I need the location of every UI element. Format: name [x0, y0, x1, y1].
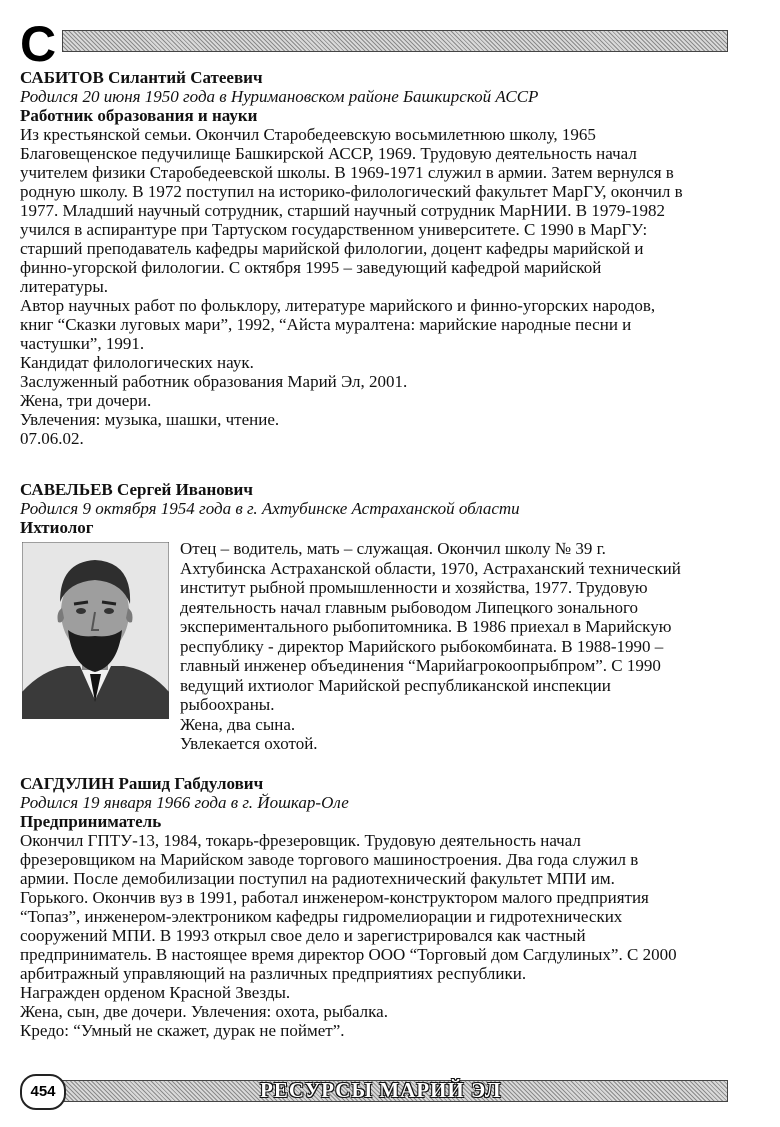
text-line: экспериментального рыбопитомника. В 1986 приехал в Марийскую: [180, 617, 672, 636]
text-line: “Топаз”, инженером-электроником кафедры гидромелиорации и гидротехнических: [20, 907, 623, 926]
biography-text: [20, 831, 730, 1040]
series-title: РЕСУРСЫ МАРИЙ ЭЛ: [260, 1078, 502, 1102]
text-line: институт рыбной промышленности и хозяйства, 1977. Трудовую: [180, 578, 648, 597]
biography-entry: [20, 68, 730, 448]
page-footer: [20, 1072, 728, 1110]
text-line: Окончил ГПТУ-13, 1984, токарь-фрезеровщик. Трудовую деятельность начал: [20, 831, 581, 850]
page-number: 454: [20, 1074, 66, 1110]
text-line: Увлекается охотой.: [180, 734, 318, 753]
profession: Предприниматель: [20, 812, 162, 831]
profession: Работник образования и науки: [20, 106, 258, 125]
text-line: Ахтубинска Астраханской области, 1970, Астраханский технический: [180, 558, 681, 578]
text-line: Отец – водитель, мать – служащая. Окончил школу № 39 г.: [180, 539, 606, 558]
birth-info: Родился 9 октября 1954 года в г. Ахтубинске Астраханской области: [20, 499, 520, 518]
text-line: литературы.: [20, 277, 109, 296]
text-line: 07.06.02.: [20, 429, 84, 448]
text-line: Награжден орденом Красной Звезды.: [20, 983, 291, 1002]
text-line: фрезеровщиком на Марийском заводе торгового машиностроения. Два года служил в: [20, 850, 639, 869]
text-line: армии. После демобилизации поступил на радиотехнический факультет МПИ им.: [20, 869, 615, 888]
text-line: сооружений МПИ. В 1993 открыл свое дело и зарегистрировался как частный: [20, 926, 586, 945]
biography-entry: [20, 774, 730, 1040]
text-line: Жена, два сына.: [180, 714, 296, 734]
section-header: [20, 16, 728, 72]
text-line: Кредо: “Умный не скажет, дурак не поймет”.: [20, 1021, 345, 1040]
text-line: старший преподаватель кафедры марийской филологии, доцент кафедры марийской и: [20, 239, 644, 258]
section-header-bar: [62, 30, 728, 52]
text-line: учителем физики Старобедеевской школы. В 1969-1971 служил в армии. Затем вернулся в: [20, 163, 674, 182]
text-line: родную школу. В 1972 поступил на историко-филологический факультет МарГУ, окончил в: [20, 182, 683, 201]
biography-entry: [20, 480, 730, 753]
text-line: книг “Сказки луговых мари”, 1992, “Айста муралтена: марийские народные песни и: [20, 315, 632, 334]
birth-info: Родился 20 июня 1950 года в Нуримановском районе Башкирской АССР: [20, 87, 539, 106]
portrait-photo: [22, 542, 169, 719]
text-line: Увлечения: музыка, шашки, чтение.: [20, 410, 280, 429]
text-line: Горького. Окончив вуз в 1991, работал инженером-конструктором малого предприятия: [20, 888, 649, 907]
profession: Ихтиолог: [20, 518, 94, 537]
person-name: САВЕЛЬЕВ Сергей Иванович: [20, 480, 253, 499]
text-line: республику - директор Марийского рыбокомбината. В 1988-1990 –: [180, 636, 664, 656]
text-line: Из крестьянской семьи. Окончил Старобедеевскую восьмилетнюю школу, 1965: [20, 125, 596, 144]
person-name: САБИТОВ Силантий Сатеевич: [20, 68, 263, 87]
text-line: главный инженер объединения “Марийагрокоопрыбпром”. С 1990: [180, 656, 661, 675]
person-name: САГДУЛИН Рашид Габдулович: [20, 774, 264, 793]
section-letter: С: [20, 16, 57, 72]
text-line: Автор научных работ по фольклору, литературе марийского и финно-угорских народов,: [20, 296, 656, 315]
text-line: Заслуженный работник образования Марий Эл, 2001.: [20, 372, 408, 391]
text-line: предприниматель. В настоящее время директор ООО “Торговый дом Сагдулиных”. С 2000: [20, 945, 677, 964]
text-line: Жена, сын, две дочери. Увлечения: охота, рыбалка.: [20, 1002, 388, 1021]
text-line: финно-угорской филологии. С октября 1995 – заведующий кафедрой марийской: [20, 258, 602, 277]
text-line: частушки”, 1991.: [20, 334, 145, 353]
text-line: 1977. Младший научный сотрудник, старший научный сотрудник МарНИИ. В 1979-1982: [20, 201, 666, 220]
text-line: арбитражный управляющий на различных предприятиях республики.: [20, 964, 527, 983]
text-line: Кандидат филологических наук.: [20, 353, 254, 372]
text-line: деятельность начал главным рыбоводом Липецкого зонального: [180, 597, 639, 617]
birth-info: Родился 19 января 1966 года в г. Йошкар-Оле: [20, 793, 349, 812]
text-line: Благовещенское педучилище Башкирской АССР, 1969. Трудовую деятельность начал: [20, 144, 637, 163]
text-line: учился в аспирантуре при Тартуском государственном университете. С 1990 в МарГУ:: [20, 220, 648, 239]
biography-text: [180, 539, 681, 754]
biography-text: [20, 125, 730, 448]
text-line: Жена, три дочери.: [20, 391, 152, 410]
text-line: ведущий ихтиолог Марийской республиканской инспекции: [180, 675, 611, 695]
text-line: рыбоохраны.: [180, 695, 275, 714]
